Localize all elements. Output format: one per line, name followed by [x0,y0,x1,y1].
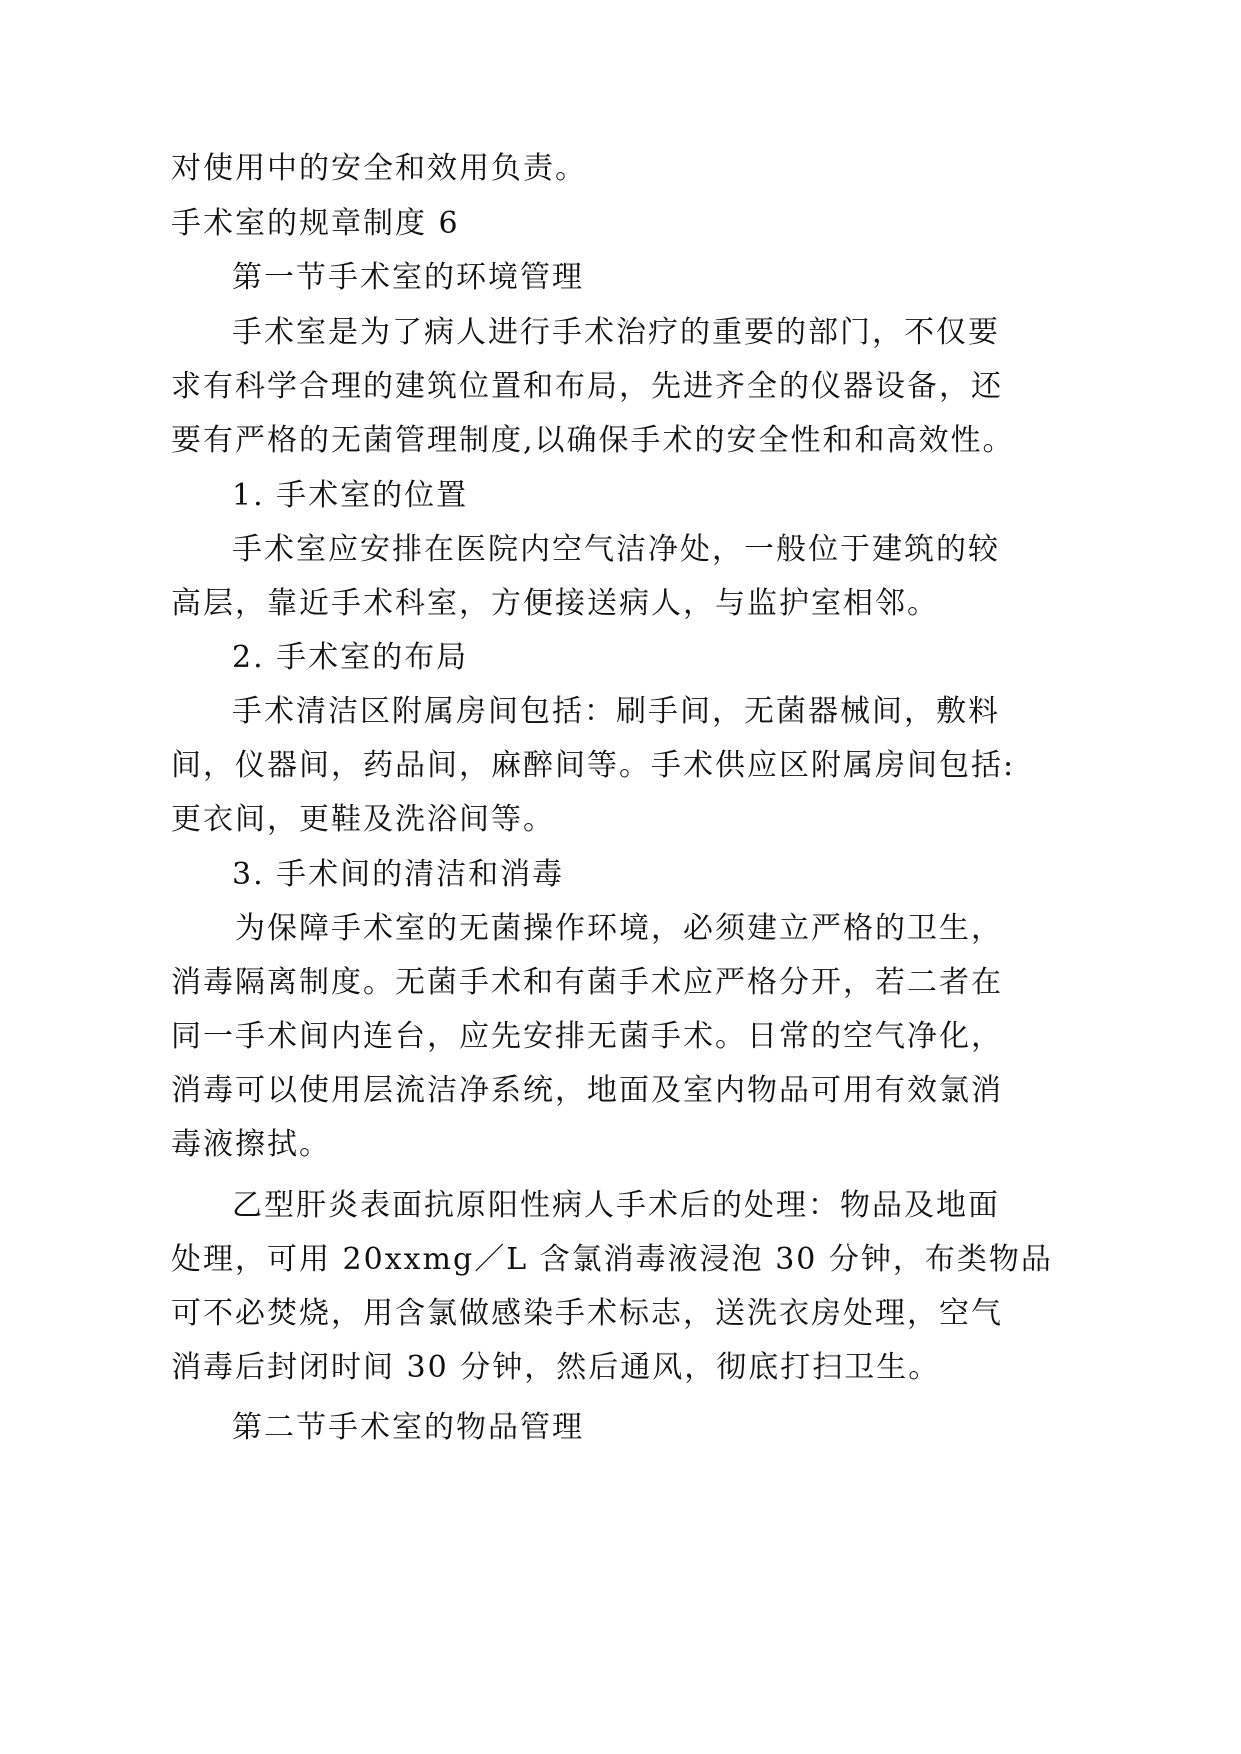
section-heading: 手术室的规章制度 6 [171,206,460,241]
text-line: 手术清洁区附属房间包括：刷手间，无菌器械间，敷料 [232,694,1000,729]
text-line: 求有科学合理的建筑位置和布局，先进齐全的仪器设备，还 [171,369,1003,404]
text-line: 要有严格的无菌管理制度,以确保手术的安全性和和高效性。 [171,423,1015,458]
text-line: 处理，可用 20xxmg／L 含氯消毒液浸泡 30 分钟，布类物品 [171,1242,1053,1277]
subsection-heading: 第二节手术室的物品管理 [232,1410,584,1445]
text-line: 高层，靠近手术科室，方便接送病人，与监护室相邻。 [171,586,939,621]
list-heading: 3. 手术间的清洁和消毒 [232,857,565,892]
list-heading: 1. 手术室的位置 [232,478,469,513]
text-line: 间，仪器间，药品间，麻醉间等。手术供应区附属房间包括: [171,748,1016,783]
subsection-heading: 第一节手术室的环境管理 [232,260,584,295]
text-line: 更衣间，更鞋及洗浴间等。 [171,802,555,837]
text-line: 对使用中的安全和效用负责。 [171,151,587,186]
list-heading: 2. 手术室的布局 [232,640,469,675]
text-line: 同一手术间内连台，应先安排无菌手术。日常的空气净化， [171,1019,1003,1054]
text-line: 手术室应安排在医院内空气洁净处，一般位于建筑的较 [232,532,1000,567]
text-line: 消毒可以使用层流洁净系统，地面及室内物品可用有效氯消 [171,1073,1003,1108]
text-line: 消毒后封闭时间 30 分钟，然后通风，彻底打扫卫生。 [171,1350,941,1385]
text-line: 毒液擦拭。 [171,1127,331,1162]
text-line: 乙型肝炎表面抗原阳性病人手术后的处理：物品及地面 [232,1188,1000,1223]
text-line: 为保障手术室的无菌操作环境，必须建立严格的卫生， [235,911,1003,946]
text-line: 手术室是为了病人进行手术治疗的重要的部门，不仅要 [232,315,1000,350]
text-line: 消毒隔离制度。无菌手术和有菌手术应严格分开，若二者在 [171,965,1003,1000]
text-line: 可不必焚烧，用含氯做感染手术标志，送洗衣房处理，空气 [171,1296,1003,1331]
